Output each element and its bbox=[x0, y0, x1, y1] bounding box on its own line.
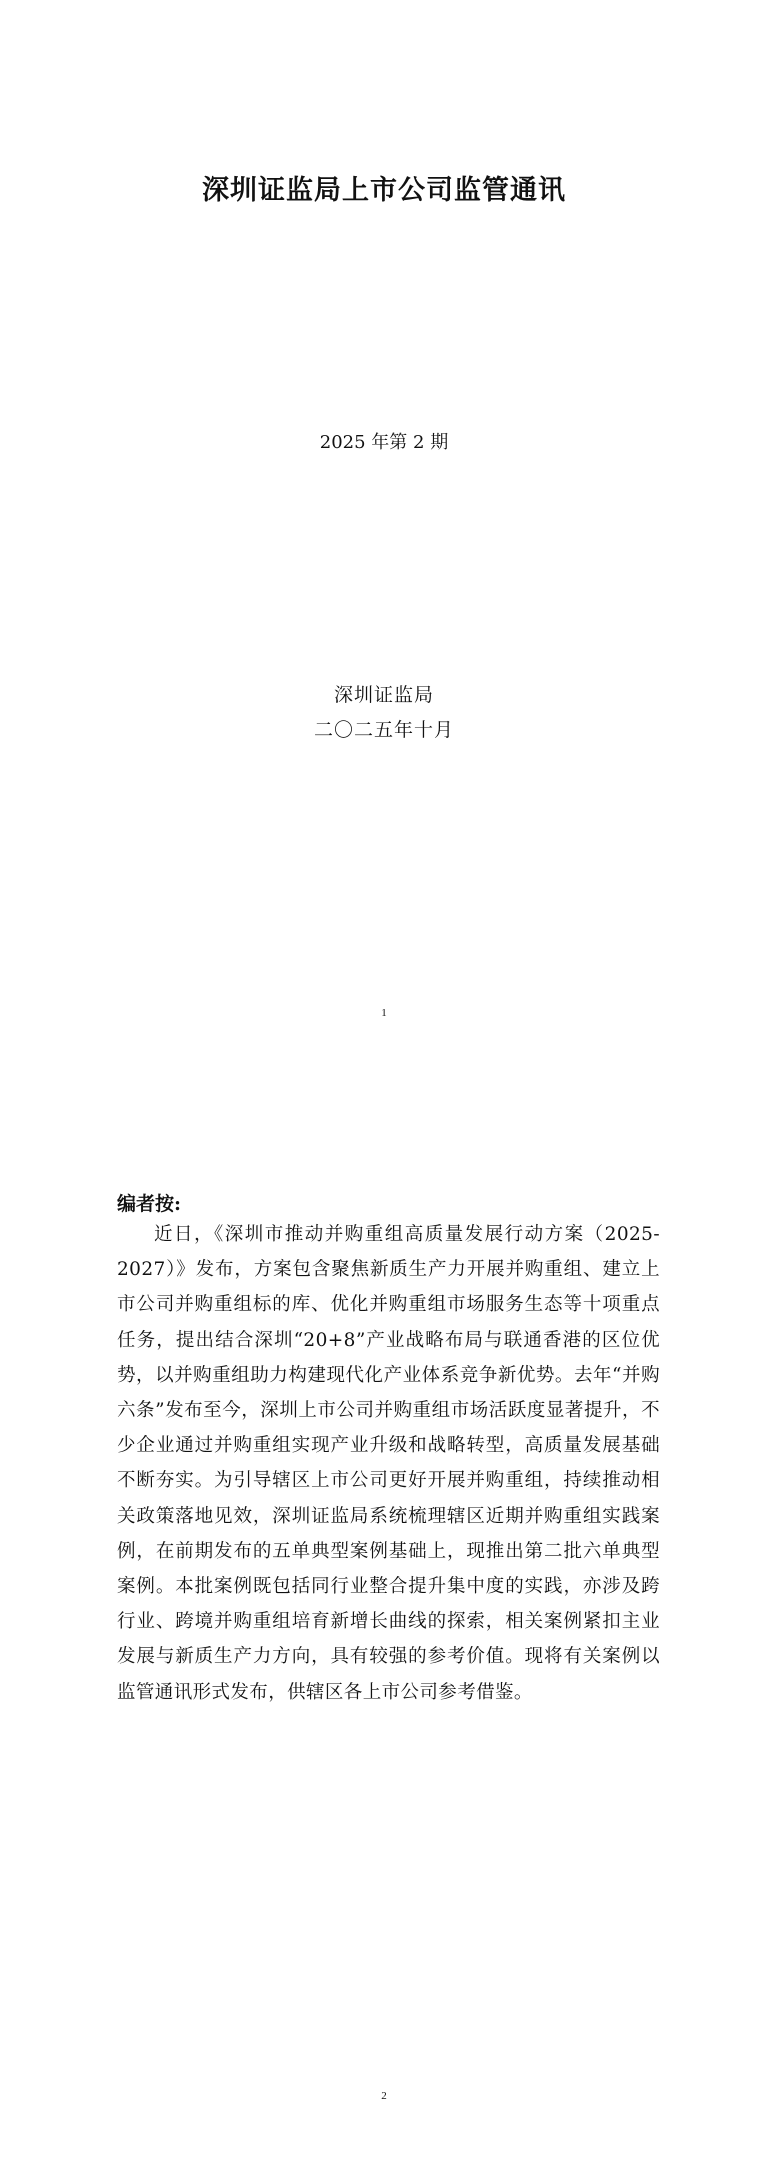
editor-note-page bbox=[0, 1086, 768, 2173]
page-number: 2 bbox=[381, 2090, 387, 2102]
issuer-name: 深圳证监局 bbox=[333, 684, 434, 706]
issue-number: 2025 年第 2 期 bbox=[319, 432, 449, 453]
page-number: 1 bbox=[381, 1007, 387, 1019]
cover-page bbox=[0, 0, 768, 1086]
editor-note-paragraph: 近日，《深圳市推动并购重组高质量发展行动方案（2025-2027）》发布，方案包含聚焦新质生产力开展并购重组、建立上市公司并购重组标的库、优化并购重组市场服务生态等十项重点任务，提出结合深圳“20+8”产业战略布局与联通香港的区位优势，以并购重组助力构建现代化产业体系竞争新优势。去年“并购六条”发布至今，深圳上市公司并购重组市场活跃度显著提升，不少企业通过并购重组实现产业升级和战略转型，高质量发展基础不断夯实。为引导辖区上市公司更好开展并购重组，持续推动相关政策落地见效，深圳证监局系统梳理辖区近期并购重组实践案例，在前期发布的五单典型案例基础上，现推出第二批六单典型案例。本批案例既包括同行业整合提升集中度的实践，亦涉及跨行业、跨境并购重组培育新增长曲线的探索，相关案例紧扣主业发展与新质生产力方向，具有较强的参考价值。现将有关案例以监管通讯形式发布，供辖区各上市公司参考借鉴。 bbox=[117, 1224, 660, 1703]
editor-note-heading: 编者按: bbox=[117, 1193, 182, 1215]
issue-date: 二〇二五年十月 bbox=[313, 719, 454, 741]
document-title: 深圳证监局上市公司监管通讯 bbox=[202, 175, 566, 206]
